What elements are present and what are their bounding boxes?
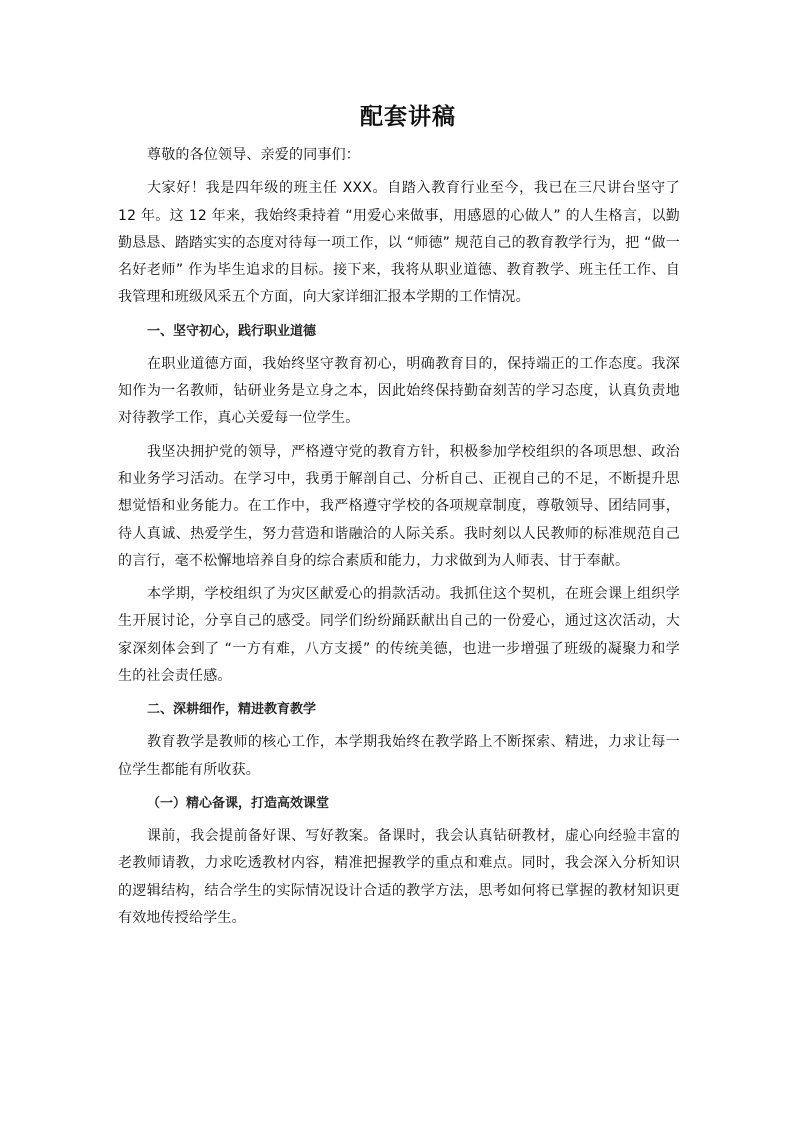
paragraph-lesson-prep: 课前，我会提前备好课、写好教案。备课时，我会认真钻研教材，虚心向经验丰富的老教师请教，力求吃透教材内容，精准把握教学的重点和难点。同时，我会深入分析知识的逻辑结构，结合学生的实际情况设计合适的教学方法，思考如何将已掌握的教材知识更有效地传授给学生。 bbox=[118, 827, 680, 926]
paragraph-intro: 大家好！我是四年级的班主任 XXX。自踏入教育行业至今，我已在三尺讲台坚守了 12 年。这 12 年来，我始终秉持着 “用爱心来做事，用感恩的心做人” 的人生格言，以勤勤恳恳、踏踏实实的态度对待每一项工作，以 “师德” 规范自己的教育教学行为，把 “做一名好老师” 作为毕生追求的目标。接下来，我将从职业道德、教育教学、班主任工作、自我管理和班级风采五个方面，向大家详细汇报本学期的工作情况。 bbox=[118, 180, 680, 306]
section-heading-2: 二、深耕细作，精进教育教学 bbox=[147, 702, 317, 718]
section-heading-1: 一、坚守初心，践行职业道德 bbox=[147, 323, 317, 339]
document-page bbox=[118, 100, 680, 938]
paragraph-ethics-1: 在职业道德方面，我始终坚守教育初心，明确教育目的，保持端正的工作态度。我深知作为一名教师，钻研业务是立身之本，因此始终保持勤奋刻苦的学习态度，认真负责地对待教学工作，真心关爱每一位学生。 bbox=[118, 355, 680, 427]
document-title: 配套讲稿 bbox=[360, 104, 456, 130]
paragraph-teaching-intro: 教育教学是教师的核心工作，本学期我始终在教学路上不断探索、精进，力求让每一位学生都能有所收获。 bbox=[118, 734, 680, 778]
subsection-heading-1: （一）精心备课，打造高效课堂 bbox=[147, 795, 330, 811]
paragraph-ethics-3: 本学期，学校组织了为灾区献爱心的捐款活动。我抓住这个契机，在班会课上组织学生开展讨论，分享自己的感受。同学们纷纷踊跃献出自己的一份爱心，通过这次活动，大家深刻体会到了 “一方有难，八方支援” 的传统美德，也进一步增强了班级的凝聚力和学生的社会责任感。 bbox=[118, 586, 680, 685]
salutation: 尊敬的各位领导、亲爱的同事们： bbox=[147, 147, 360, 163]
paragraph-ethics-2: 我坚决拥护党的领导，严格遵守党的教育方针，积极参加学校组织的各项思想、政治和业务学习活动。在学习中，我勇于解剖自己、分析自己、正视自己的不足，不断提升思想觉悟和业务能力。在工作中，我严格遵守学校的各项规章制度，尊敬领导、团结同事，待人真诚、热爱学生，努力营造和谐融洽的人际关系。我时刻以人民教师的标准规范自己的言行，毫不松懈地培养自身的综合素质和能力，力求做到为人师表、甘于奉献。 bbox=[118, 443, 680, 569]
